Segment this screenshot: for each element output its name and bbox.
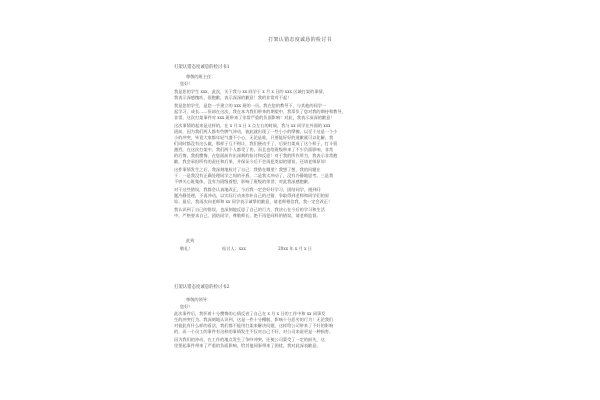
body-line: 不够关心班集体，没有为班级着想，影响了班级的荣誉，对此我深感抱歉。 — [174, 179, 313, 184]
body-line: 我是您的学生 xxx，此次，关于我与 xx 同学于 x 月 x 日的 xxx 区域打架的事情， — [174, 89, 327, 94]
salutation-2: 尊敬的领导： — [186, 297, 212, 302]
section-heading-1: 打架认错态度诚恳的检讨书1 — [174, 65, 230, 70]
body-line: 题冷静处理，不再冲动，以实际行动来弥补自己的过错，争取得到老师和同学们的原 — [174, 193, 329, 198]
body-line: 非常，这次打架事件对 xxx 班带来了非常严重的负面影响！对此，我表示深深的歉意！ — [174, 115, 335, 120]
signature-label: 检讨人：xxx — [222, 246, 246, 251]
body-line: 里要起事件带来了严重的负面影响，给其他同事带来了困扰，我对此深表歉意。 — [174, 343, 321, 348]
body-line: 的后悔，我很懊悔，在您面前作出深刻的检讨和反思！对于我的所作所为，我表示非常抱 — [174, 153, 338, 158]
body-line: 此次事件后，我怀着十分懊悔的心情反省了自己在 x 月 x 日的工作中和 xx 同事发 — [174, 311, 326, 316]
regards-text: 敬礼！ — [180, 246, 193, 251]
document-title: 打架认错态度诚恳的检讨书 — [268, 37, 332, 43]
body-line: 因为我们的冲动，在工作的地点发生了争吵冲突，还使公司蒙受了一定的损失，这 — [174, 337, 325, 342]
body-line: 班前，因为我们两人都有些脾气冲动，彼此就出现了一些小小的摩擦，以至于这是一个小 — [174, 129, 338, 134]
date-text: 20xx 年 x 月 x 日 — [278, 246, 312, 251]
body-line: 我认识到了自己的错误，也深刻地反思了自己的行为，我决心在今后的学习和生活 — [174, 207, 325, 212]
body-line: 中，严格要求自己，团结同学，尊敬师长，绝不再犯同样的错误，请老师监督。 — [174, 213, 321, 218]
body-line: 这次事情的起来是这样的，在 x 月 x 日 x 点左右的时候，我与 xx 同学在外面的 xxx — [174, 123, 331, 128]
body-line: 这件事情发生之后，我深刻地检讨了自己：我错在哪里？我想了想，我的问题在 — [174, 167, 321, 172]
body-line: 我是您的学生，是您一手建立的 xxx 班的一员。我在您的教导下，与其他的同学一 — [174, 103, 327, 108]
salutation-1: 尊敬的班主任： — [186, 74, 216, 79]
body-line: 生的冲突行为。我深刻地认识到，这是一件十分糟糕，影响十分恶劣的行为！无论我们 — [174, 317, 334, 322]
body-line: 谅。最后，我再次向老师和 xx 同学表示诚挚的歉意，请老师相信我，我一定会改正！ — [174, 199, 333, 204]
body-line: 对彼此有什么样的看法，我们都不能用打架来解决问题，这样给公司带来了不好的影响 — [174, 323, 334, 328]
body-line: 对于这些错误，我都会认真地改正，今后我一定会好好学习，团结同学，遇到问 — [174, 187, 321, 192]
closing-text: 此致 — [186, 238, 195, 243]
greeting-1: 您好！ — [180, 81, 193, 86]
body-line: 起学习，成长……但却在这次，我在本为我们带来的期望中，我辜负了您对我的期待和教导， — [174, 109, 346, 114]
body-line: 于：一是我没有正确处理同学之间的矛盾，二是我太冲动了，没有冷静地思考，三是我 — [174, 173, 334, 178]
greeting-2: 您好！ — [180, 304, 193, 309]
section-heading-2: 打架认错态度诚恳的检讨书2 — [174, 285, 230, 290]
body-line: 的，而一个员工的事件有这样的事情发生不仅对自己不好，对公司来说更是一种损害。 — [174, 329, 334, 334]
body-line: 我表示深感愧疚、很抱歉，表示深深的歉意！我的非常对不起！ — [174, 95, 292, 100]
body-line: 们同时都没有这么做，那样子互不相让，我们便动手了，后果打架成了这个样子，打斗很 — [174, 141, 338, 146]
body-line: 歉，我会承担所有的责任和后果，并保证今后不会再犯类似的错误，还请老师原谅！ — [174, 159, 329, 164]
body-line: 小的冲突，毕竟大家都年轻气盛不小心，无论是谁，只要能好好的道歉就可以化解，我 — [174, 135, 334, 140]
body-line: 激烈，在这次打架中，我们两个人都受了伤，而且也给班级带来了不少负面影响，非常 — [174, 147, 334, 152]
